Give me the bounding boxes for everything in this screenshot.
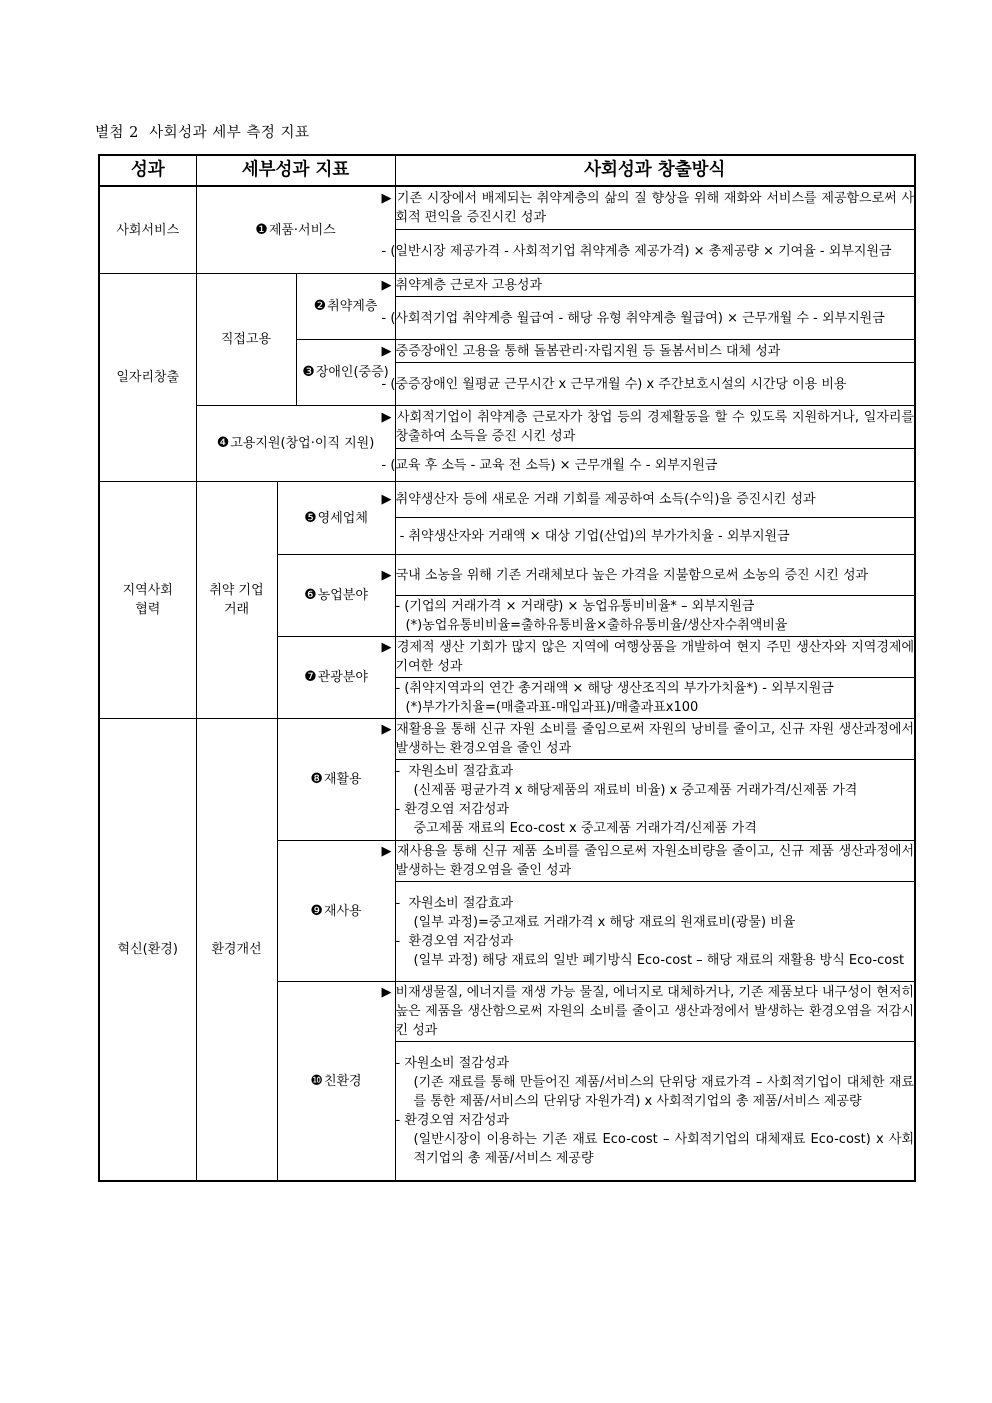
table-row xyxy=(99,406,915,449)
number-5-icon: ❺ xyxy=(304,509,317,526)
indicator-7-formula: - (취약지역과의 연간 총거래액 × 해당 생산조직의 부가가치율*) - 외부지원금 xyxy=(395,681,834,696)
number-6-icon: ❻ xyxy=(304,587,317,603)
category-direct-employment: 직접고용 xyxy=(196,274,296,406)
indicator-9-heading-2: - 환경오염 저감성과 xyxy=(395,933,514,949)
indicator-10-heading-1: - 자원소비 절감성과 xyxy=(395,1056,509,1071)
number-4-icon: ❹ xyxy=(216,435,230,451)
indicator-10 xyxy=(277,982,395,1182)
indicator-6-label: 농업분야 xyxy=(317,588,368,603)
indicator-1-goal: ▶ 기존 시장에서 배제되는 취약계층의 삶의 질 향상을 위해 재화와 서비스를 제공함으로써 사회적 편익을 증진시킨 성과 xyxy=(395,186,915,230)
header-method: 사회성과 창출방식 xyxy=(395,155,915,186)
indicator-1 xyxy=(196,186,395,274)
indicator-4-goal: ▶ 사회적기업이 취약계층 근로자가 창업 등의 경제활동을 할 수 있도록 지원하거나, 일자리를 창출하여 소득을 증진 시킨 성과 xyxy=(395,406,915,449)
indicator-8-text-1: (신제품 평균가격 x 해당제품의 재료비 비율) x 중고제품 거래가격/신제품 가격 xyxy=(413,783,858,798)
indicator-10-goal: ▶ 비재생물질, 에너지를 재생 가능 물질, 에너지로 대체하거나, 기존 제품보다 내구성이 현저히 높은 제품을 생산함으로써 자원의 소비를 줄이고 생산과정에서 발생하는 환경오염을 저감시킨 성과 xyxy=(395,982,915,1042)
indicator-8-heading-2: - 환경오염 저감성과 xyxy=(395,802,509,817)
indicator-10-text-2: (일반시장이 이용하는 기존 재료 Eco-cost – 사회적기업의 대체재료 Eco-cost) x 사회적기업의 총 제품/서비스 제공량 xyxy=(413,1132,915,1166)
number-7-icon: ❼ xyxy=(304,669,317,685)
indicator-3-formula: - (중증장애인 월평균 근무시간 x 근무개월 수) x 주간보호시설의 시간당 이용 비용 xyxy=(395,363,915,406)
table-row xyxy=(99,274,915,297)
indicator-8-formula-cell xyxy=(395,760,915,841)
indicator-5-formula: - 취약생산자와 거래액 × 대상 기업(산업)의 부가가치율 - 외부지원금 xyxy=(395,518,915,555)
category-innovation: 혁신(환경) xyxy=(99,719,196,1182)
indicator-2-formula: - (사회적기업 취약계층 월급여 - 해당 유형 취약계층 월급여) × 근무개월 수 - 외부지원금 xyxy=(395,297,915,340)
indicator-10-formula-cell xyxy=(395,1042,915,1182)
indicator-5-label: 영세업체 xyxy=(317,510,368,526)
indicator-8-goal: ▶ 재활용을 통해 신규 자원 소비를 줄임으로써 자원의 낭비를 줄이고, 신규 자원 생산과정에서 발생하는 환경오염을 줄인 성과 xyxy=(395,719,915,760)
indicator-10-label: 친환경 xyxy=(323,1073,362,1089)
number-9-icon: ❾ xyxy=(310,902,323,919)
indicator-2-goal: ▶ 취약계층 근로자 고용성과 xyxy=(395,274,915,297)
indicator-10-text-1: (기존 재료를 통해 만들어진 제품/서비스의 단위당 재료가격 – 사회적기업이 대체한 재료를 통한 제품/서비스의 단위당 자원가격) x 사회적기업의 총 제품/서비스 제공량 xyxy=(413,1075,915,1109)
number-3-icon: ❸ xyxy=(302,364,315,380)
indicator-3 xyxy=(296,340,395,406)
indicator-7 xyxy=(277,637,395,719)
category-job-creation: 일자리창출 xyxy=(99,274,196,482)
indicator-9-label: 재사용 xyxy=(323,903,362,919)
indicator-8 xyxy=(277,719,395,841)
indicator-9-heading-1: - 자원소비 절감효과 xyxy=(395,895,514,911)
header-performance: 성과 xyxy=(99,155,196,186)
indicator-1-label: 제품·서비스 xyxy=(268,222,336,238)
document-caption: 별첨 2 사회성과 세부 측정 지표 xyxy=(95,125,310,141)
indicator-9 xyxy=(277,841,395,982)
indicator-3-label: 장애인(중증) xyxy=(315,365,389,380)
indicator-7-label: 관광분야 xyxy=(317,670,368,685)
indicator-7-goal: ▶ 경제적 생산 기회가 많지 않은 지역에 여행상품을 개발하여 현지 주민 생산자와 지역경제에 기여한 성과 xyxy=(395,637,915,678)
number-10-icon: ❿ xyxy=(310,1072,323,1089)
table-row xyxy=(99,186,915,230)
table-row xyxy=(99,482,915,518)
table-row xyxy=(99,719,915,760)
indicator-4-label: 고용지원(창업·이직 지원) xyxy=(230,436,375,451)
indicator-8-text-2: 중고제품 재료의 Eco-cost x 중고제품 거래가격/신제품 가격 xyxy=(413,821,757,836)
indicator-6-goal: ▶ 국내 소농을 위해 기존 거래체보다 높은 가격을 지불함으로써 소농의 증진 시킨 성과 xyxy=(395,555,915,596)
indicator-6 xyxy=(277,555,395,637)
indicator-3-goal: ▶ 중증장애인 고용을 통해 돌봄관리·자립지원 등 돌봄서비스 대체 성과 xyxy=(395,340,915,363)
number-2-icon: ❷ xyxy=(313,298,327,314)
indicator-9-text-2: (일부 과정) 해당 재료의 일반 폐기방식 Eco-cost – 해당 재료의 재활용 방식 Eco-cost xyxy=(413,952,905,968)
indicator-8-heading-1: - 자원소비 절감효과 xyxy=(395,764,514,779)
indicator-7-formula-cell xyxy=(395,678,915,719)
indicator-8-label: 재활용 xyxy=(323,772,362,787)
category-env-improvement: 환경개선 xyxy=(196,719,277,1182)
indicator-9-goal: ▶ 재사용을 통해 신규 제품 소비를 줄임으로써 자원소비량을 줄이고, 신규 제품 생산과정에서 발생하는 환경오염을 줄인 성과 xyxy=(395,841,915,882)
indicator-5 xyxy=(277,482,395,555)
social-performance-table xyxy=(98,154,916,1182)
indicator-9-text-1: (일부 과정)=중고재료 거래가격 x 해당 재료의 원재료비(광물) 비율 xyxy=(413,914,796,930)
header-indicator: 세부성과 지표 xyxy=(196,155,395,186)
indicator-6-formula-cell xyxy=(395,596,915,637)
indicator-1-formula: - (일반시장 제공가격 - 사회적기업 취약계층 제공가격) × 총제공량 × 기여율 - 외부지원금 xyxy=(395,230,915,274)
table-header-row xyxy=(99,155,915,186)
indicator-2-label: 취약계층 xyxy=(327,299,378,314)
indicator-10-heading-2: - 환경오염 저감성과 xyxy=(395,1113,509,1128)
number-8-icon: ❽ xyxy=(310,771,323,787)
indicator-4 xyxy=(196,406,395,482)
indicator-5-goal: ▶ 취약생산자 등에 새로운 거래 기회를 제공하여 소득(수익)을 증진시킨 성과 xyxy=(395,482,915,518)
category-community: 지역사회 협력 xyxy=(99,482,196,719)
indicator-6-formula: - (기업의 거래가격 × 거래량) × 농업유통비비율* – 외부지원금 xyxy=(395,599,755,614)
indicator-6-note: (*)농업유통비비율=출하유통비율×출하유통비율/생산자수취액비율 xyxy=(405,618,788,633)
indicator-4-formula: - (교육 후 소득 - 교육 전 소득) × 근무개월 수 - 외부지원금 xyxy=(395,449,915,482)
indicator-2 xyxy=(296,274,395,340)
category-social-service: 사회서비스 xyxy=(99,186,196,274)
indicator-7-note: (*)부가가치율=(매출과표-매입과표)/매출과표x100 xyxy=(405,700,699,715)
category-vulnerable-trade: 취약 기업 거래 xyxy=(196,482,277,719)
indicator-9-formula-cell xyxy=(395,882,915,982)
number-1-icon: ❶ xyxy=(255,221,268,238)
